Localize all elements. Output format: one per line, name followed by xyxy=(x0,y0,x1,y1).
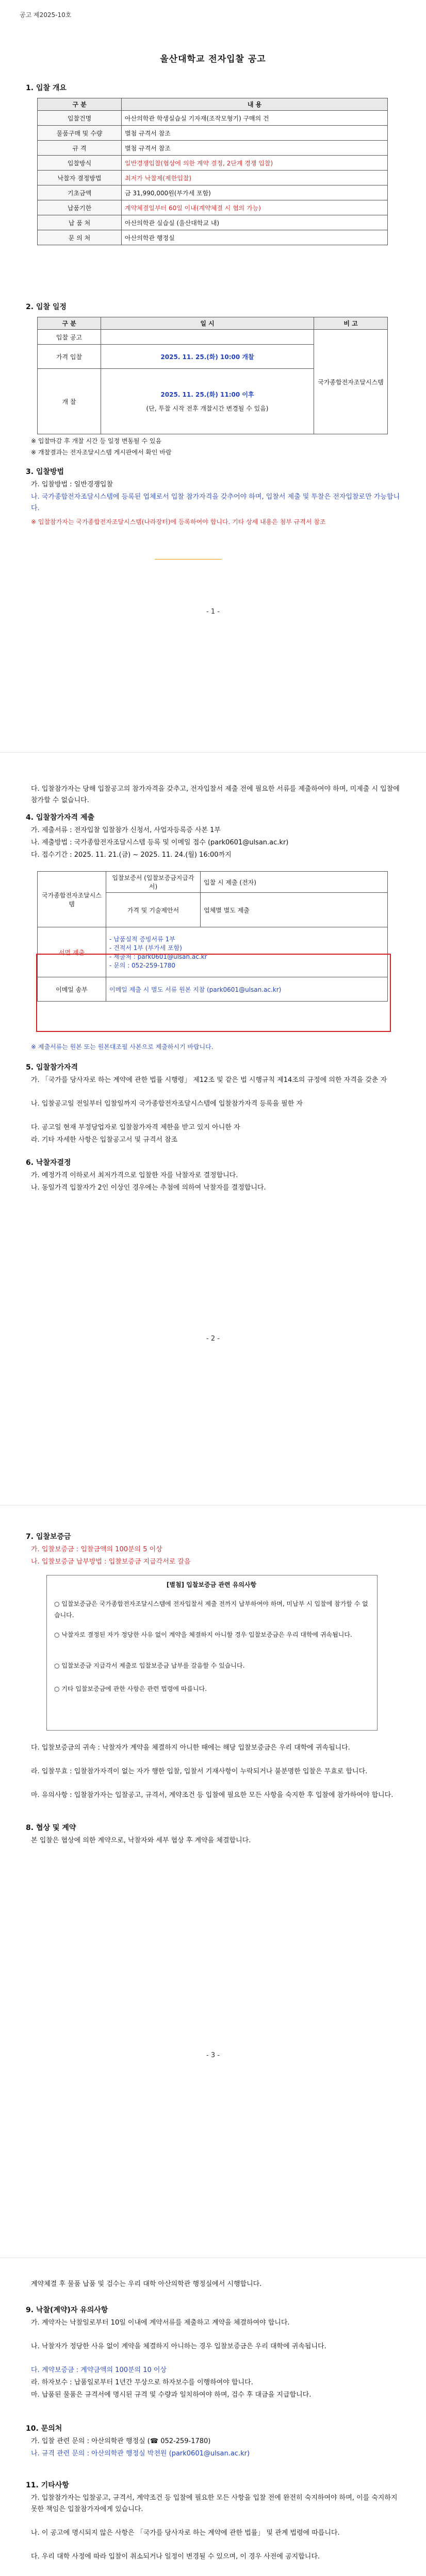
section-2-heading: 2. 입찰 일정 xyxy=(26,303,67,311)
row-value: 계약체결일부터 60일 이내(계약체결 시 협의 가능) xyxy=(122,200,388,215)
section-6-heading: 6. 낙찰자결정 xyxy=(26,1159,71,1167)
section-4-heading: 4. 입찰참가자격 제출 xyxy=(26,814,94,822)
schedule-note: (단, 투찰 시작 전후 개찰시간 변경될 수 있음) xyxy=(146,405,269,412)
highlight-mark xyxy=(155,559,222,560)
section-9-lead: 계약체결 후 물품 납품 및 검수는 우리 대학 아산의학관 행정실에서 시행합니다. xyxy=(31,2280,262,2288)
row-value: 최저가 낙찰제(제한입찰) xyxy=(122,171,388,185)
submission-item: 입찰보증서 (입찰보증금지급각서) xyxy=(106,872,201,893)
table-row xyxy=(38,156,388,171)
document-number: 공고 제2025-10호 xyxy=(20,11,72,19)
section-5-item: 라. 기타 자세한 사항은 입찰공고서 및 규격서 참조 xyxy=(31,1136,178,1144)
schedule-value-cell xyxy=(101,369,314,434)
section-4-lead: 다. 입찰참가자는 당해 입찰공고의 참가자격을 갖추고, 전자입찰서 제출 전에 필요한 서류를 제출하여야 하며, 미제출 시 입찰에 참가할 수 없습니다. xyxy=(31,785,400,804)
section-7-after: 라. 입찰무효 : 입찰참가자격이 없는 자가 행한 입찰, 입찰서 기재사항이 누락되거나 불분명한 입찰은 무효로 합니다. xyxy=(31,1768,368,1775)
section-9-item: 가. 계약자는 낙찰일로부터 10일 이내에 계약서류를 제출하고 계약을 체결하여야 합니다. xyxy=(31,2319,290,2327)
row-value: 아산의학관 행정실 xyxy=(122,230,388,245)
section-3-a: 가. 입찰방법 : 일반경쟁입찰 xyxy=(31,481,113,488)
submission-line: - 납품실적 증빙서류 1부 xyxy=(109,936,175,943)
section-4-a: 가. 제출서류 : 전자입찰 입찰참가 신청서, 사업자등록증 사본 1부 xyxy=(31,826,221,834)
deposit-notice-title: [별첨] 입찰보증금 관련 유의사항 xyxy=(166,1581,257,1588)
section-6-a: 가. 예정가격 이하로서 최저가격으로 입찰한 자를 낙찰자로 결정합니다. xyxy=(31,1172,238,1179)
submission-method: 입찰 시 제출 (전자) xyxy=(201,872,388,893)
schedule-value: 2025. 11. 25.(화) 10:00 개찰 xyxy=(101,345,314,369)
section-6-b: 나. 동일가격 입찰자가 2인 이상인 경우에는 추첨에 의하여 낙찰자를 결정합니다. xyxy=(31,1184,266,1192)
section-4-b: 나. 제출방법 : 국가종합전자조달시스템 등록 및 이메일 접수 (park0601@ulsan.ac.kr) xyxy=(31,839,289,846)
deposit-notice-item: ○ 입찰보증금 지급각서 제출로 입찰보증금 납부를 갈음할 수 있습니다. xyxy=(54,1662,245,1669)
schedule-col-type: 구 분 xyxy=(38,317,101,330)
section-9-item: 다. 계약보증금 : 계약금액의 100분의 10 이상 xyxy=(31,2366,167,2374)
row-key: 납품기한 xyxy=(38,200,122,215)
row-value: 아산의학관 학생실습실 기자재(조작모형기) 구매의 건 xyxy=(122,111,388,126)
section-5-item: 나. 입찰공고일 전일부터 입찰일까지 국가종합전자조달시스템에 입찰참가자격 등록을 필한 자 xyxy=(31,1100,303,1108)
section-9-item: 라. 하자보수 : 납품일로부터 1년간 무상으로 하자보수를 이행하여야 합니다. xyxy=(31,2379,253,2386)
section-5-item: 가. 「국가를 당사자로 하는 계약에 관한 법률 시행령」 제12조 및 같은 법 시행규칙 제14조의 규정에 의한 자격을 갖춘 자 xyxy=(31,1076,387,1084)
section-9-item: 나. 낙찰자가 정당한 사유 없이 계약을 체결하지 아니하는 경우 입찰보증금은 우리 대학에 귀속됩니다. xyxy=(31,2343,326,2350)
row-value: 일반경쟁입찰(협상에 의한 계약 결정, 2단계 경쟁 입찰) xyxy=(122,156,388,171)
section-5-item: 다. 공고일 현재 부정당업자로 입찰참가자격 제한을 받고 있지 아니한 자 xyxy=(31,1124,240,1131)
row-key: 낙찰자 결정방법 xyxy=(38,171,122,185)
schedule-remark: 국가종합전자조달시스템 xyxy=(314,330,388,434)
section-9-item: 마. 납품된 물품은 규격서에 명시된 규격 및 수량과 일치하여야 하며, 검수 후 대금을 지급합니다. xyxy=(31,2391,312,2399)
row-key: 입찰건명 xyxy=(38,111,122,126)
section-10-b: 나. 규격 관련 문의 : 아산의학관 행정실 박천원 (park0601@ulsan.ac.kr) xyxy=(31,2450,250,2458)
overview-table xyxy=(37,98,388,245)
deposit-notice-item: ○ 낙찰자로 결정된 자가 정당한 사유 없이 계약을 체결하지 아니할 경우 입찰보증금은 우리 대학에 귀속됩니다. xyxy=(54,1631,352,1638)
page-number: - 3 - xyxy=(206,2052,220,2059)
row-key: 문 의 처 xyxy=(38,230,122,245)
table-row xyxy=(38,171,388,185)
deposit-notice-item: ○ 기타 입찰보증금에 관한 사항은 관련 법령에 따릅니다. xyxy=(54,1685,207,1692)
submission-label: 서면 제출 xyxy=(38,927,106,977)
table-row xyxy=(38,200,388,215)
table-row xyxy=(38,111,388,126)
table-row xyxy=(38,185,388,200)
row-key: 규 격 xyxy=(38,141,122,156)
submission-system: 국가종합전자조달시스템 xyxy=(38,872,106,927)
page-3 xyxy=(0,1505,426,2258)
section-5-heading: 5. 입찰참가자격 xyxy=(26,1063,78,1072)
row-value: 별첨 규격서 참조 xyxy=(122,126,388,141)
schedule-col-note: 비 고 xyxy=(314,317,388,330)
section-11-heading: 11. 기타사항 xyxy=(26,2481,69,2489)
emphasis-box xyxy=(36,954,391,1032)
section-3-b: 나. 국가종합전자조달시스템에 등록된 업체로서 입찰 참가자격을 갖추어야 하며, 입찰서 제출 및 투찰은 전자입찰로만 가능합니다. xyxy=(31,493,400,512)
schedule-label: 가격 입찰 xyxy=(38,345,101,369)
section-4-c: 다. 접수기간 : 2025. 11. 21.(금) ~ 2025. 11. 24.(월) 16:00까지 xyxy=(31,851,232,859)
section-7-a: 가. 입찰보증금 : 입찰금액의 100분의 5 이상 xyxy=(31,1546,162,1553)
section-7-heading: 7. 입찰보증금 xyxy=(26,1533,71,1541)
section-3-c: ※ 입찰참가자는 국가종합전자조달시스템(나라장터)에 등록하여야 합니다. 기타 상세 내용은 첨부 규격서 참조 xyxy=(31,518,326,526)
row-key: 납 품 처 xyxy=(38,215,122,230)
section-7-b: 나. 입찰보증금 납부방법 : 입찰보증금 지급각서로 갈음 xyxy=(31,1558,191,1566)
schedule-bullet: ※ 개찰결과는 전자조달시스템 게시판에서 확인 바람 xyxy=(31,449,172,456)
row-key: 물품구매 및 수량 xyxy=(38,126,122,141)
section-8-heading: 8. 협상 및 계약 xyxy=(26,1824,76,1832)
table-row xyxy=(38,141,388,156)
section-4-note: ※ 제출서류는 원본 또는 원본대조필 사본으로 제출하시기 바랍니다. xyxy=(31,1043,214,1050)
submission-label: 이메일 송부 xyxy=(38,977,106,1002)
page-number: - 2 - xyxy=(206,1335,220,1343)
row-key: 입찰방식 xyxy=(38,156,122,171)
submission-line: - 문의 : 052-259-1780 xyxy=(109,962,176,969)
section-10-a: 가. 입찰 관련 문의 : 아산의학관 행정실 (☎ 052-259-1780) xyxy=(31,2437,211,2445)
schedule-label: 입찰 공고 xyxy=(38,330,101,345)
section-7-after: 마. 유의사항 : 입찰참가자는 입찰공고, 규격서, 계약조건 등 입찰에 필요한 모든 사항을 숙지한 후 입찰에 참가하여야 합니다. xyxy=(31,1791,394,1799)
section-11-item: 나. 이 공고에 명시되지 않은 사항은 「국가를 당사자로 하는 계약에 관한 법률」 및 관계 법령에 따릅니다. xyxy=(31,2529,340,2537)
table-row xyxy=(38,126,388,141)
table-row xyxy=(38,872,388,893)
schedule-col-time: 일 시 xyxy=(101,317,314,330)
page-title: 울산대학교 전자입찰 공고 xyxy=(160,54,266,64)
schedule-bullet: ※ 입찰마감 후 개찰 시간 등 일정 변동될 수 있음 xyxy=(31,437,162,445)
deposit-notice-item: ○ 입찰보증금은 국가종합전자조달시스템에 전자입찰서 제출 전까지 납부하여야 하며, 미납부 시 입찰에 참가할 수 없습니다. xyxy=(54,1600,368,1619)
table-row xyxy=(38,230,388,245)
submission-line: - 견적서 1부 (부가세 포함) xyxy=(109,944,182,952)
section-8-text: 본 입찰은 협상에 의한 계약으로, 낙찰자와 세부 협상 후 계약을 체결합니다. xyxy=(31,1837,251,1844)
section-11-item: 다. 우리 대학 사정에 따라 입찰이 취소되거나 일정이 변경될 수 있으며, 이 경우 사전에 공지합니다. xyxy=(31,2553,320,2561)
row-value: 아산의학관 실습실 (울산대학교 내) xyxy=(122,215,388,230)
schedule-table xyxy=(37,317,388,434)
page-2 xyxy=(0,753,426,1505)
table-row xyxy=(38,215,388,230)
schedule-value xyxy=(101,330,314,345)
row-key: 기초금액 xyxy=(38,185,122,200)
section-1-heading: 1. 입찰 개요 xyxy=(26,84,67,92)
section-10-heading: 10. 문의처 xyxy=(26,2425,62,2433)
row-value: 금 31,990,000원(부가세 포함) xyxy=(122,185,388,200)
section-3-heading: 3. 입찰방법 xyxy=(26,468,64,476)
schedule-label: 개 찰 xyxy=(38,369,101,434)
submission-method: 업체별 별도 제출 xyxy=(201,893,388,927)
section-7-after: 다. 입찰보증금의 귀속 : 낙찰자가 계약을 체결하지 아니한 때에는 해당 입찰보증금은 우리 대학에 귀속됩니다. xyxy=(31,1744,350,1752)
page-1 xyxy=(0,0,426,752)
page-number: - 1 - xyxy=(206,608,220,616)
submission-value: 이메일 제출 시 별도 서류 원본 지참 (park0601@ulsan.ac.kr) xyxy=(106,977,388,1002)
overview-col-left: 구 분 xyxy=(38,98,122,111)
section-11-item: 가. 입찰참가자는 입찰공고, 규격서, 계약조건 등 입찰에 필요한 모든 사항을 입찰 전에 완전히 숙지하여야 하며, 이를 숙지하지 못한 책임은 입찰참가자에게 있습니다. xyxy=(31,2494,398,2513)
section-9-heading: 9. 낙찰(계약)자 유의사항 xyxy=(26,2306,108,2314)
overview-col-right: 내 용 xyxy=(122,98,388,111)
submission-item: 가격 및 기술제안서 xyxy=(106,893,201,927)
submission-line: - 제출처 : park0601@ulsan.ac.kr xyxy=(109,953,207,960)
page-4 xyxy=(0,2258,426,2576)
schedule-value: 2025. 11. 25.(화) 11:00 이후 xyxy=(160,391,254,398)
row-value: 별첨 규격서 참조 xyxy=(122,141,388,156)
table-row xyxy=(38,330,388,345)
